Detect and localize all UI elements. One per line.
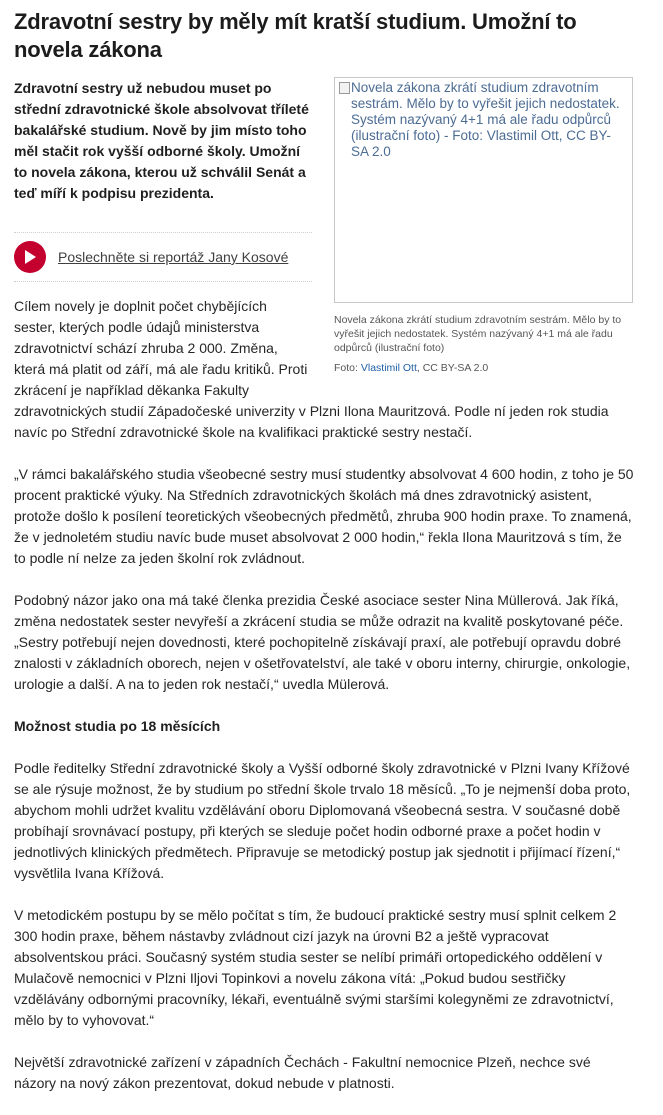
credit-author-link[interactable]: Vlastimil Ott xyxy=(360,362,417,374)
image-alt-text: Novela zákona zkrátí studium zdravotním sestrám. Mělo by to vyřešit jejich nedostatek. Systém nazývaný 4+1 má ale řadu odpůrců (ilustrační foto) - Foto: Vlastimil Ott, CC BY-SA 2.0 xyxy=(351,80,620,159)
article-body xyxy=(14,296,634,1115)
credit-license: , CC BY-SA 2.0 xyxy=(416,362,489,374)
audio-player xyxy=(14,232,312,282)
article-title: Zdravotní sestry by měly mít kratší studium. Umožní to novela zákona xyxy=(14,9,577,62)
article-image xyxy=(334,77,633,303)
figure-wrap-spacer xyxy=(312,296,634,401)
paragraph-4: Podle ředitelky Střední zdravotnické školy a Vyšší odborné školy zdravotnické v Plzni Ivany Křížové se ale rýsuje možnost, že by studium po střední škole trvalo 18 měsíců. „To je nejmenší doba proto, abychom mohli udržet kvalitu vzdělávání oboru Diplomovaná všeobecná sestra. V současné době probíhají srovnávací postupy, při kterých se sleduje počet hodin odborné praxe a počet hodin v jednotlivých klinických předmětech. Připravuje se metodický postup jak sjednotit i přijímací řízení,“ vysvětlila Ivana Křížová. xyxy=(14,760,631,881)
paragraph-1-text: Cílem novely je doplnit počet chybějících sester, kterých podle údajů ministerstva zdravotnictví schází zhruba 2 000. Změna, která má platit od září, má ale řadu kritiků. Proti zkrácení je například děkanka Fakulty zdravotnických studií Západočeské univerzity v Plzni Ilona Mauritzová. Podle ní jeden rok studia navíc po Střední zdravotnické škole na kvalifikaci praktické sestry nestačí. xyxy=(14,298,609,440)
audio-report-link[interactable]: Poslechněte si reportáž Jany Kosové xyxy=(58,249,289,265)
broken-image-icon xyxy=(339,82,350,94)
image-caption: Novela zákona zkrátí studium zdravotním sestrám. Mělo by to vyřešit jejich nedostatek. Systém nazývaný 4+1 má ale řadu odpůrců (ilustrační foto) xyxy=(334,314,622,354)
article-lead: Zdravotní sestry už nebudou muset po střední zdravotnické škole absolvovat tříleté bakalářské studium. Nově by jim místo toho měl stačit rok vyšší odborné školy. Umožní to novela zákona, kterou už schválil Senát a teď míří k podpisu prezidenta. xyxy=(14,80,309,201)
paragraph-6: Největší zdravotnické zařízení v západních Čechách - Fakultní nemocnice Plzeň, nechce své názory na nový zákon prezentovat, dokud nebude v platnosti. xyxy=(14,1054,591,1091)
credit-prefix: Foto: xyxy=(334,362,361,374)
play-icon xyxy=(23,249,37,265)
paragraph-1 xyxy=(14,296,634,443)
article-page xyxy=(0,8,663,1091)
play-button[interactable] xyxy=(14,241,46,273)
paragraph-5: V metodickém postupu by se mělo počítat s tím, že budoucí praktické sestry musí splnit celkem 2 300 hodin praxe, během nástavby zvládnout cizí jazyk na úrovni B2 a ještě vypracovat absolventskou práci. Současný systém studia sester se nelíbí primáři ortopedického oddělení v Mulačově nemocnici v Plzni Iljovi Topinkovi a novelu zákona vítá: „Pokud budou sestřičky vzdělávány odbornými pracovníky, lékaři, eventuálně svými staršími kolegyněmi ze zdravotnictví, mělo by to vyhovovat.“ xyxy=(14,907,617,1028)
paragraph-2: „V rámci bakalářského studia všeobecné sestry musí studentky absolvovat 4 600 hodin, z toho je 50 procent praktické výuky. Na Středních zdravotnických školách má dnes zdravotnický asistent, protože došlo k posílení teoretických všeobecných předmětů, zhruba 900 hodin praxe. To znamená, že v jednoletém studiu navíc bude muset absolvovat 2 000 hodin,“ řekla Ilona Mauritzová s tím, že to podle ní nelze za jeden školní rok zvládnout. xyxy=(14,466,634,566)
paragraph-3: Podobný názor jako ona má také členka prezidia České asociace sester Nina Müllerová. Jak říká, změna nedostatek sester nevyřeší a zkrácení studia se může odrazit na kvalitě poskytované péče. „Sestry potřebují nejen dovednosti, které pochopitelně získávají praxí, ale potřebují opravdu dobré znalosti v základních oborech, nejen v ošetřovatelství, ale také v oboru interny, chirurgie, onkologie, urologie a další. A na to jeden rok nestačí,“ uvedla Mülerová. xyxy=(14,592,631,692)
section-subheading: Možnost studia po 18 měsících xyxy=(14,718,221,734)
